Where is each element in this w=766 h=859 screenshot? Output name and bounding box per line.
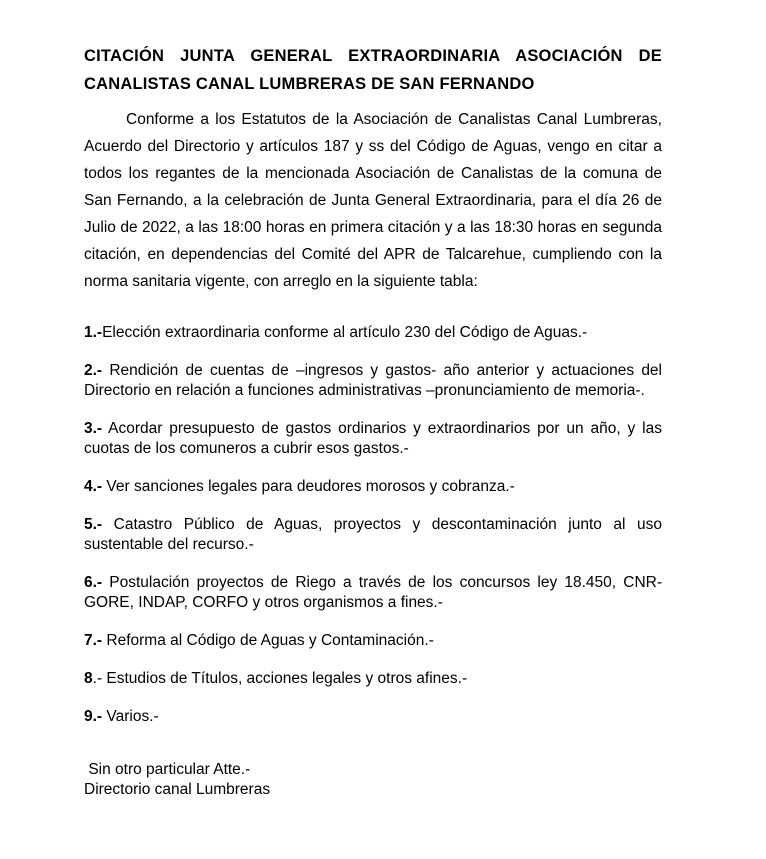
agenda-item-text: Acordar presupuesto de gastos ordinarios y extraordinarios por un año, y las cuotas de los comuneros a cubrir esos gastos.- xyxy=(84,420,662,457)
agenda-item-number: 7.- xyxy=(84,632,103,649)
agenda-item xyxy=(84,419,662,459)
intro-paragraph: Conforme a los Estatutos de la Asociación de Canalistas Canal Lumbreras, Acuerdo del Directorio y artículos 187 y ss del Código de Aguas, vengo en citar a todos los regantes de la mencionada Asociación de Canalistas de la comuna de San Fernando, a la celebración de Junta General Extraordinaria, para el día 26 de Julio de 2022, a las 18:00 horas en primera citación y a las 18:30 horas en segunda citación, en dependencias del Comité del APR de Talcarehue, cumpliendo con la norma sanitaria vigente, con arreglo en la siguiente tabla: xyxy=(84,111,662,290)
agenda-item-text: Reforma al Código de Aguas y Contaminación.- xyxy=(106,632,434,649)
agenda-item xyxy=(84,361,662,401)
agenda-item-number: 5.- xyxy=(84,516,103,533)
document-title: CITACIÓN JUNTA GENERAL EXTRAORDINARIA ASOCIACIÓN DE CANALISTAS CANAL LUMBRERAS DE SAN FERNANDO xyxy=(84,47,662,93)
agenda-list xyxy=(84,323,662,727)
agenda-item-text: Varios.- xyxy=(106,708,159,725)
agenda-item-number: 3.- xyxy=(84,420,103,437)
document-page xyxy=(84,0,662,800)
agenda-item-text: Ver sanciones legales para deudores morosos y cobranza.- xyxy=(106,478,515,495)
agenda-item-number: 8 xyxy=(84,670,93,687)
agenda-item-text: Estudios de Títulos, acciones legales y otros afines.- xyxy=(106,670,468,687)
agenda-item xyxy=(84,573,662,613)
agenda-item xyxy=(84,515,662,555)
agenda-item xyxy=(84,707,662,727)
agenda-item-separator: .- xyxy=(92,670,107,687)
closing-signature: Directorio canal Lumbreras xyxy=(84,781,271,798)
agenda-item xyxy=(84,477,662,497)
agenda-item-number: 2.- xyxy=(84,362,103,379)
agenda-item-text: Elección extraordinaria conforme al artículo 230 del Código de Aguas.- xyxy=(102,324,588,341)
agenda-item-number: 9.- xyxy=(84,708,103,725)
closing-salutation: Sin otro particular Atte.- xyxy=(84,761,251,778)
agenda-item-separator xyxy=(102,516,114,533)
agenda-item-number: 6.- xyxy=(84,574,103,591)
closing-block xyxy=(84,760,662,800)
agenda-item xyxy=(84,323,662,343)
agenda-item xyxy=(84,669,662,689)
agenda-item-text: Catastro Público de Aguas, proyectos y descontaminación junto al uso sustentable del recurso.- xyxy=(84,516,662,553)
agenda-item-text: Postulación proyectos de Riego a través de los concursos ley 18.450, CNR-GORE, INDAP, CORFO y otros organismos a fines.- xyxy=(84,574,662,611)
agenda-item xyxy=(84,631,662,651)
agenda-item-number: 4.- xyxy=(84,478,103,495)
agenda-item-number: 1.- xyxy=(84,324,103,341)
agenda-item-text: Rendición de cuentas de –ingresos y gastos- año anterior y actuaciones del Directorio en relación a funciones administrativas –pronunciamiento de memoria-. xyxy=(84,362,663,399)
